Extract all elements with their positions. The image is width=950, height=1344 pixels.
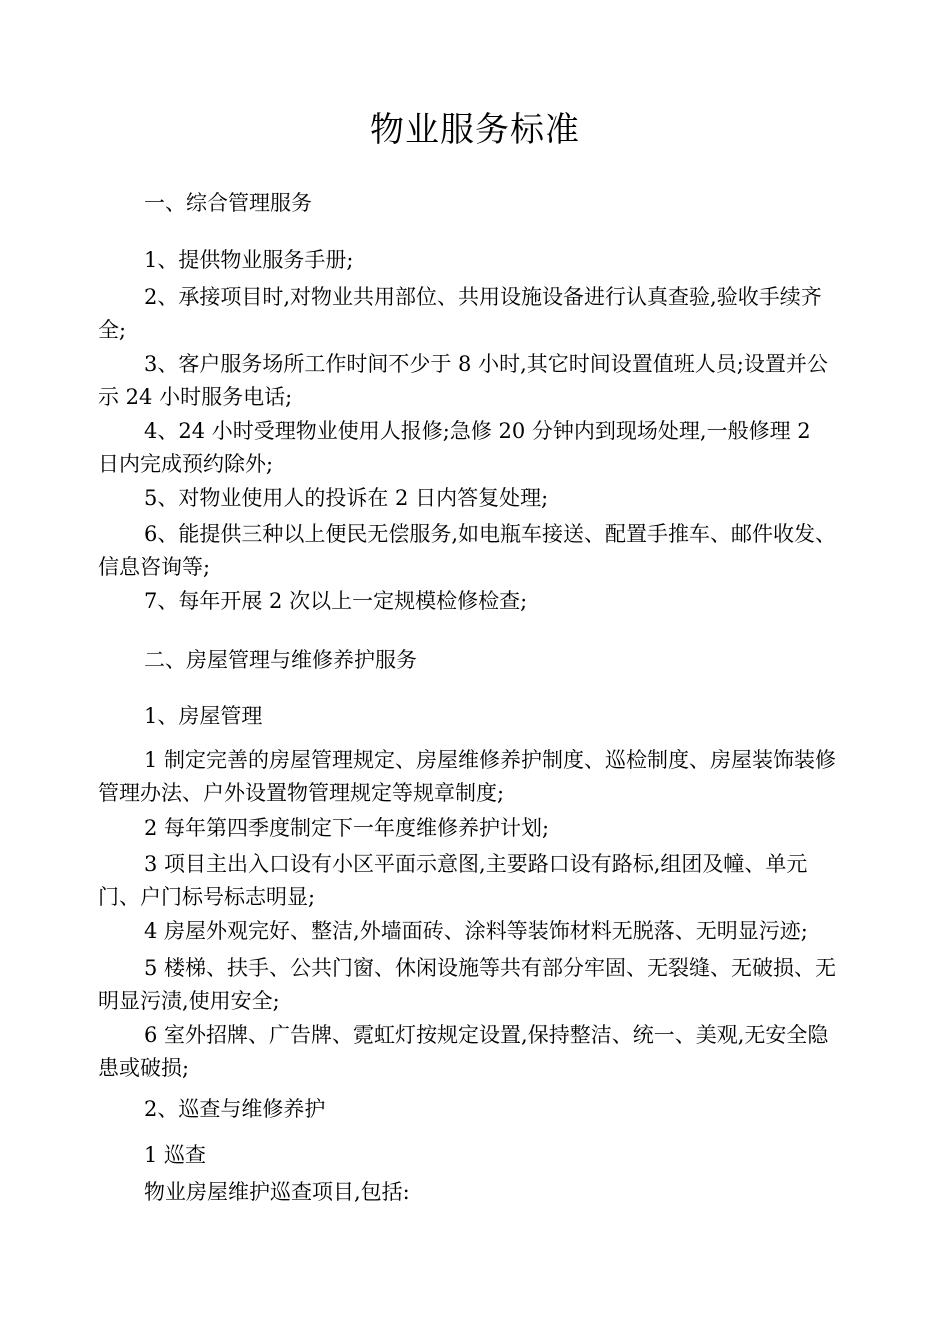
paragraph-2-2-1: 1 巡查 xyxy=(144,1143,207,1167)
section-heading-1: 一、综合管理服务 xyxy=(144,191,312,215)
subsection-heading-2-1: 1、房屋管理 xyxy=(144,704,263,728)
paragraph-1-5: 5、对物业使用人的投诉在 2 日内答复处理; xyxy=(144,486,549,510)
paragraph-1-7: 7、每年开展 2 次以上一定规模检修检查; xyxy=(144,589,528,613)
paragraph-2-1-2: 2 每年第四季度制定下一年度维修养护计划; xyxy=(144,816,550,840)
paragraph-1-4: 4、24 小时受理物业使用人报修;急修 20 分钟内到现场处理,一般修理 2 日内完成预约除外; xyxy=(98,419,811,476)
paragraph-2-2-2: 物业房屋维护巡查项目,包括: xyxy=(144,1180,410,1204)
paragraph-1-6: 6、能提供三种以上便民无偿服务,如电瓶车接送、配置手推车、邮件收发、信息咨询等; xyxy=(98,522,837,579)
paragraph-2-1-1: 1 制定完善的房屋管理规定、房屋维修养护制度、巡检制度、房屋装饰装修管理办法、户外设置物管理规定等规章制度; xyxy=(98,748,837,805)
paragraph-2-1-3: 3 项目主出入口设有小区平面示意图,主要路口设有路标,组团及幢、单元门、户门标号标志明显; xyxy=(98,852,808,909)
subsection-heading-2-2: 2、巡查与维修养护 xyxy=(144,1097,326,1121)
paragraph-1-1: 1、提供物业服务手册; xyxy=(144,248,354,272)
paragraph-2-1-5: 5 楼梯、扶手、公共门窗、休闲设施等共有部分牢固、无裂缝、无破损、无明显污渍,使用安全; xyxy=(98,956,837,1013)
paragraph-1-2: 2、承接项目时,对物业共用部位、共用设施设备进行认真查验,验收手续齐全; xyxy=(98,285,822,342)
section-heading-2: 二、房屋管理与维修养护服务 xyxy=(144,648,417,672)
paragraph-2-1-4: 4 房屋外观完好、整洁,外墙面砖、涂料等装饰材料无脱落、无明显污迹; xyxy=(144,919,808,943)
paragraph-1-3: 3、客户服务场所工作时间不少于 8 小时,其它时间设置值班人员;设置并公示 24 小时服务电话; xyxy=(98,352,828,409)
document-title: 物业服务标准 xyxy=(370,110,580,150)
paragraph-2-1-6: 6 室外招牌、广告牌、霓虹灯按规定设置,保持整洁、统一、美观,无安全隐患或破损; xyxy=(98,1023,829,1080)
